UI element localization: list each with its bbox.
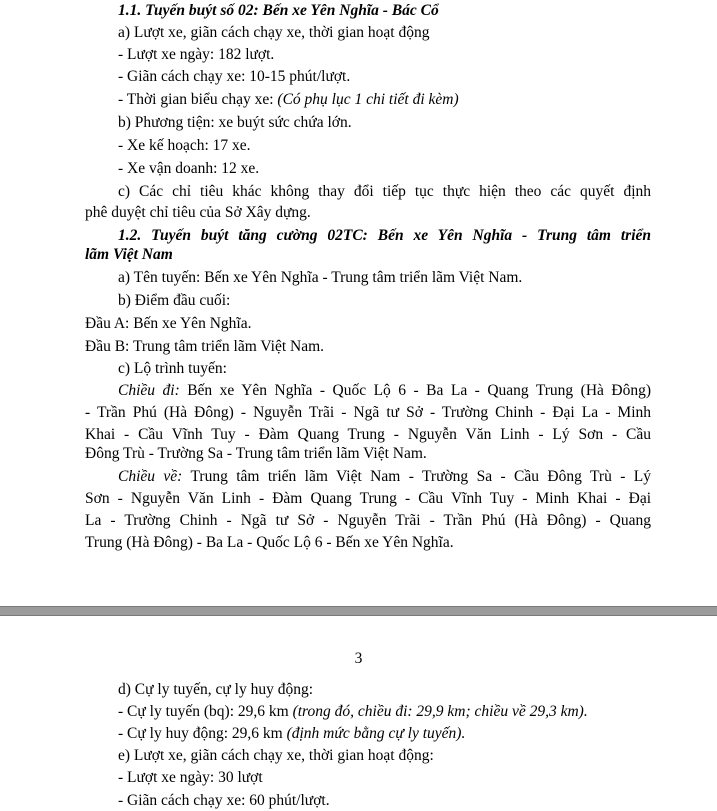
text-line: - Xe kế hoạch: 17 xe.: [118, 137, 251, 154]
text-line: phê duyệt chỉ tiêu của Sở Xây dựng.: [85, 204, 311, 221]
text-line: b) Phương tiện: xe buýt sức chứa lớn.: [118, 114, 352, 131]
text-line: Trung (Hà Đông) - Ba La - Quốc Lộ 6 - Bến xe Yên Nghĩa.: [85, 534, 454, 551]
text-line: - Lượt xe ngày: 182 lượt.: [118, 46, 275, 63]
text-line: [118, 723, 684, 744]
document-page-2: [0, 616, 717, 811]
text-segment: - Thời gian biểu chạy xe:: [118, 91, 278, 108]
text-line: - Giãn cách chạy xe: 10-15 phút/lượt.: [118, 68, 351, 85]
text-line: d) Cự ly tuyến, cự ly huy động:: [118, 681, 314, 698]
text-line: - Xe vận doanh: 12 xe.: [118, 160, 260, 177]
text-line: - Lượt xe ngày: 30 lượt: [118, 769, 263, 786]
text-line: a) Lượt xe, giãn cách chạy xe, thời gian hoạt động: [118, 24, 430, 41]
page-number: 3: [354, 650, 363, 667]
italic-label: Chiều đi:: [118, 382, 180, 399]
text-line: [118, 380, 651, 401]
italic-label: Chiều về:: [118, 468, 183, 485]
text-segment: Trung tâm triển lãm Việt Nam - Trường Sa - Cầu Đông Trù - Lý: [182, 468, 651, 485]
text-line: e) Lượt xe, giãn cách chạy xe, thời gian hoạt động:: [118, 747, 434, 764]
italic-note: (trong đó, chiều đi: 29,9 km; chiều về 29,3 km).: [292, 703, 588, 720]
text-line: [118, 466, 651, 487]
text-line: Sơn - Nguyễn Văn Linh - Đàm Quang Trung - Cầu Vĩnh Tuy - Minh Khai - Đại: [85, 490, 651, 507]
text-line: Đông Trù - Trường Sa - Trung tâm triển lãm Việt Nam.: [85, 445, 427, 462]
text-line: [118, 701, 684, 722]
text-line: c) Lộ trình tuyến:: [118, 360, 227, 377]
heading-route-02: 1.1. Tuyến buýt số 02: Bến xe Yên Nghĩa - Bác Cổ: [118, 2, 439, 19]
text-line: b) Điểm đầu cuối:: [118, 292, 231, 309]
text-segment: Bến xe Yên Nghĩa - Quốc Lộ 6 - Ba La - Quang Trung (Hà Đông): [179, 382, 651, 399]
text-segment: - Cự ly tuyến (bq): 29,6 km: [118, 703, 293, 720]
italic-note: (định mức bằng cự ly tuyến).: [286, 725, 466, 742]
text-line: a) Tên tuyến: Bến xe Yên Nghĩa - Trung tâm triển lãm Việt Nam.: [118, 269, 523, 286]
text-line: [118, 89, 684, 110]
text-line: - Giãn cách chạy xe: 60 phút/lượt.: [118, 792, 330, 809]
text-line: Đầu A: Bến xe Yên Nghĩa.: [85, 315, 252, 332]
text-line: Khai - Cầu Vĩnh Tuy - Đàm Quang Trung - Nguyễn Văn Linh - Lý Sơn - Cầu: [85, 426, 651, 443]
heading-route-02tc-cont: lãm Việt Nam: [85, 246, 173, 263]
text-line: Đầu B: Trung tâm triển lãm Việt Nam.: [85, 338, 325, 355]
heading-route-02tc: 1.2. Tuyến buýt tăng cường 02TC: Bến xe Yên Nghĩa - Trung tâm triển: [118, 227, 651, 244]
text-line: - Trần Phú (Hà Đông) - Nguyễn Trãi - Ngã tư Sở - Trường Chinh - Đại La - Minh: [85, 404, 651, 421]
text-segment: - Cự ly huy động: 29,6 km: [118, 725, 287, 742]
text-line: La - Trường Chinh - Ngã tư Sở - Nguyễn Trãi - Trần Phú (Hà Đông) - Quang: [85, 512, 651, 529]
italic-note: (Có phụ lục 1 chi tiết đi kèm): [277, 91, 459, 108]
text-line: c) Các chỉ tiêu khác không thay đổi tiếp tục thực hiện theo các quyết định: [118, 183, 651, 200]
page-separator: [0, 606, 717, 616]
